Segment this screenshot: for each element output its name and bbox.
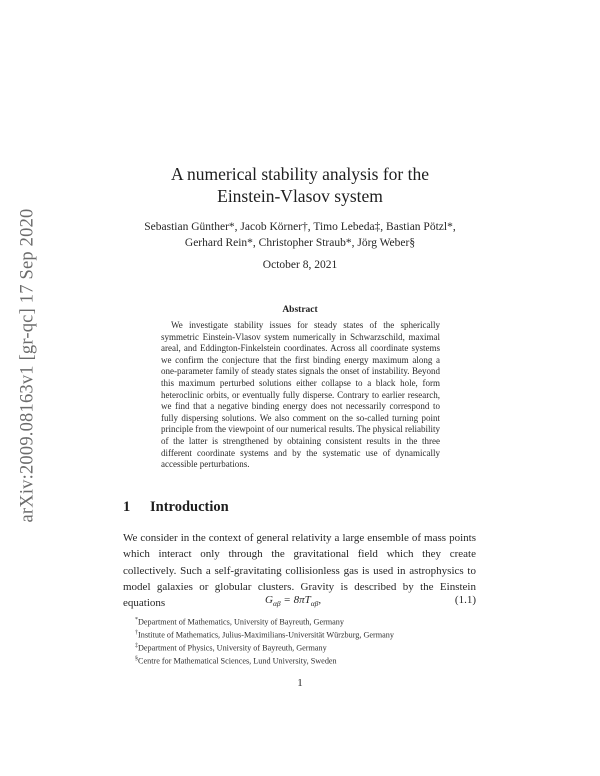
section-heading	[123, 499, 229, 516]
arxiv-identifier-text: arXiv:2009.08163v1 [gr-qc] 17 Sep 2020	[17, 208, 38, 522]
footnote-text: Institute of Mathematics, Julius-Maximilians-Universität Würzburg, Germany	[138, 630, 394, 640]
footnote	[135, 615, 495, 628]
paper-title-line-1: A numerical stability analysis for the	[170, 164, 430, 184]
equation-rhs-subscript: αβ	[310, 599, 319, 609]
arxiv-identifier-stamp	[12, 180, 44, 550]
footnote-mark: †	[135, 630, 138, 637]
einstein-equation	[265, 594, 321, 608]
footnote-mark: §	[135, 656, 138, 663]
equation-number: (1.1)	[454, 594, 476, 606]
footnote-text: Centre for Mathematical Sciences, Lund University, Sweden	[138, 657, 337, 667]
footnote-text: Department of Mathematics, University of Bayreuth, Germany	[138, 617, 344, 627]
section-title: Introduction	[150, 499, 229, 515]
footnote	[135, 628, 495, 641]
footnote-mark: ‡	[135, 643, 138, 650]
equation-middle: = 8πT	[280, 594, 311, 606]
paper-date: October 8, 2021	[262, 259, 338, 271]
footnote-mark: *	[135, 617, 138, 623]
equation-lhs: G	[265, 594, 273, 606]
author-list	[100, 219, 500, 251]
footnote-text: Department of Physics, University of Bayreuth, Germany	[138, 644, 327, 654]
introduction-paragraph: We consider in the context of general relativity a large ensemble of mass points which interact only through the gravitational field which they create collectively. Such a self-gravitating collisionless gas is used in astrophysics to model galaxies or globular clusters. Gravity is described by the Einstein equations	[123, 532, 476, 610]
paper-title-line-2: Einstein-Vlasov system	[217, 186, 383, 206]
author-list-line-1: Sebastian Günther*, Jacob Körner†, Timo Lebeda‡, Bastian Pötzl*,	[144, 221, 456, 233]
footnotes	[135, 615, 495, 668]
section-number: 1	[123, 499, 131, 515]
page-number: 1	[297, 677, 303, 689]
equation-trail: ,	[318, 594, 322, 606]
footnote	[135, 654, 495, 667]
author-list-line-2: Gerhard Rein*, Christopher Straub*, Jörg Weber§	[184, 237, 416, 249]
abstract-heading: Abstract	[282, 305, 318, 315]
abstract-body: We investigate stability issues for steady states of the spherically symmetric Einstein-Vlasov system numerically in Schwarzschild, maximal areal, and Eddington-Finkelstein coordinates. Across all coordinate systems we confirm the conjecture that the first binding energy maximum along a one-parameter family of steady states signals the onset of instability. Beyond this maximum perturbed solutions either collapse to a black hole, form heteroclinic orbits, or eventually fully disperse. Contrary to earlier research, we find that a negative binding energy does not necessarily correspond to fully dispersing solutions. We also comment on the so-called turning point principle from the viewpoint of our numerical results. The physical reliability of the latter is strengthened by obtaining consistent results in the three different coordinate systems and by the systematic use of dynamically accessible perturbations.	[161, 320, 441, 470]
footnote	[135, 641, 495, 654]
paper-title	[100, 163, 500, 207]
equation-lhs-subscript: αβ	[272, 599, 281, 609]
